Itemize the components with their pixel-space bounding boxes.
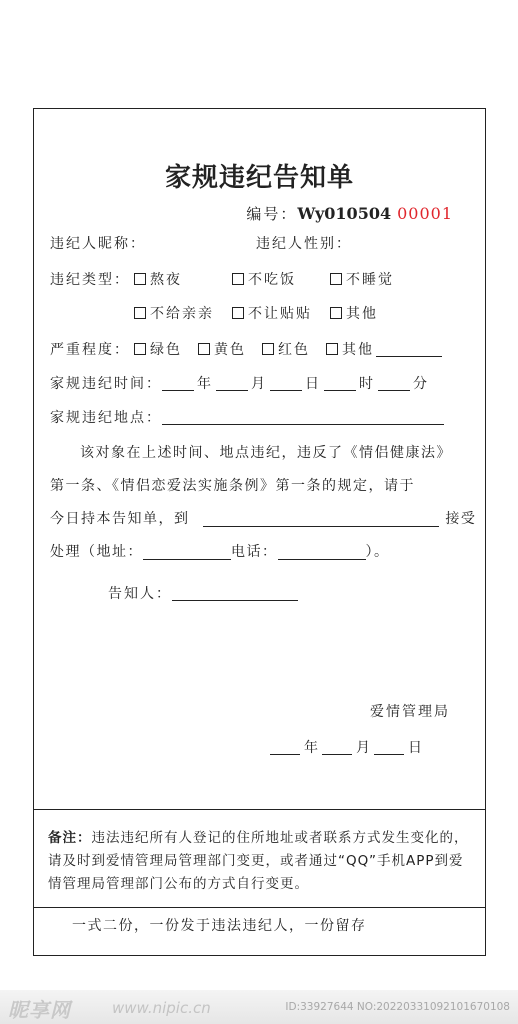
- serial-count: 00001: [397, 204, 453, 223]
- violation-place-label: 家规违纪地点：: [50, 410, 162, 426]
- issue-year-field[interactable]: [270, 739, 300, 755]
- checkbox[interactable]: [198, 343, 210, 355]
- type-option-not-sleep[interactable]: 不睡觉: [330, 269, 394, 289]
- severity-option-other[interactable]: 其他: [326, 339, 374, 359]
- violation-place-row: [50, 407, 444, 427]
- venue-field[interactable]: [203, 511, 439, 527]
- type-option-no-cuddle[interactable]: 不让贴贴: [232, 303, 330, 323]
- violation-type-row-2: [134, 303, 378, 323]
- year-field[interactable]: [162, 375, 194, 391]
- severity-row: [50, 339, 442, 359]
- notice-form: [33, 108, 486, 956]
- watermark-id: ID:33927644 NO:20220331092101670108: [285, 1001, 510, 1013]
- remark-block: [48, 827, 476, 896]
- violation-type-row: [50, 269, 394, 289]
- place-field[interactable]: [162, 409, 444, 425]
- violation-time-label: 家规违纪时间：: [50, 376, 162, 392]
- violation-type-label: 违纪类型：: [50, 272, 130, 288]
- serial-code: Wy010504: [297, 204, 392, 223]
- body-line-4: 处理（地址： 电话： ）。: [50, 544, 390, 560]
- checkbox[interactable]: [134, 343, 146, 355]
- address-field[interactable]: [143, 544, 231, 560]
- severity-option-green[interactable]: 绿色: [134, 339, 198, 359]
- authority-name: 爱情管理局: [370, 704, 450, 720]
- remark-text: 违法违纪所有人登记的住所地址或者联系方式发生变化的，请及时到爱情管理局管理部门变更，或者通过“QQ”手机APP到爱情管理局管理部门公布的方式自行变更。: [48, 830, 469, 892]
- checkbox[interactable]: [134, 307, 146, 319]
- checkbox[interactable]: [330, 307, 342, 319]
- issue-month-field[interactable]: [322, 739, 352, 755]
- notifier-field[interactable]: [172, 585, 298, 601]
- checkbox[interactable]: [330, 273, 342, 285]
- month-field[interactable]: [216, 375, 248, 391]
- offender-nickname-label: 违纪人昵称：: [50, 236, 146, 252]
- watermark-site: www.nipic.cn: [112, 999, 211, 1017]
- checkbox[interactable]: [326, 343, 338, 355]
- copies-note: 一式二份，一份发于违法违纪人，一份留存: [72, 918, 367, 934]
- offender-nickname-row: [50, 233, 146, 253]
- serial-label: 编号：: [246, 205, 298, 223]
- offender-gender-label: 违纪人性别：: [256, 236, 352, 252]
- divider: [34, 809, 485, 810]
- issue-day-field[interactable]: [374, 739, 404, 755]
- notifier-label: 告知人：: [108, 586, 172, 602]
- type-option-stay-up[interactable]: 熬夜: [134, 269, 232, 289]
- watermark-logo: 昵享网: [8, 998, 71, 1022]
- serial-number: [246, 203, 453, 224]
- violation-time-row: 家规违纪时间： 年 月 日 时 分: [50, 373, 432, 393]
- notifier-row: [108, 583, 298, 603]
- hour-field[interactable]: [324, 375, 356, 391]
- day-field[interactable]: [270, 375, 302, 391]
- body-line-1: 该对象在上述时间、地点违纪，违反了《情侣健康法》: [80, 445, 452, 461]
- severity-other-field[interactable]: [376, 341, 442, 357]
- severity-option-yellow[interactable]: 黄色: [198, 339, 262, 359]
- body-line-2: 第一条、《情侣恋爱法实施条例》第一条的规定，请于: [50, 478, 415, 494]
- phone-field[interactable]: [278, 544, 366, 560]
- form-title: 家规违纪告知单: [164, 163, 354, 193]
- watermark-bar: [0, 990, 518, 1024]
- divider: [34, 907, 485, 908]
- remark-label: 备注：: [48, 830, 92, 846]
- issue-date-row: 年 月 日: [270, 737, 426, 757]
- body-line-3: 今日持本告知单，到 接受: [50, 511, 477, 527]
- severity-label: 严重程度：: [50, 342, 130, 358]
- type-option-not-eat[interactable]: 不吃饭: [232, 269, 330, 289]
- type-option-other[interactable]: 其他: [330, 303, 378, 323]
- checkbox[interactable]: [134, 273, 146, 285]
- checkbox[interactable]: [262, 343, 274, 355]
- severity-option-red[interactable]: 红色: [262, 339, 326, 359]
- type-option-no-kiss[interactable]: 不给亲亲: [134, 303, 232, 323]
- checkbox[interactable]: [232, 307, 244, 319]
- minute-field[interactable]: [378, 375, 410, 391]
- offender-gender-row: [256, 233, 352, 253]
- checkbox[interactable]: [232, 273, 244, 285]
